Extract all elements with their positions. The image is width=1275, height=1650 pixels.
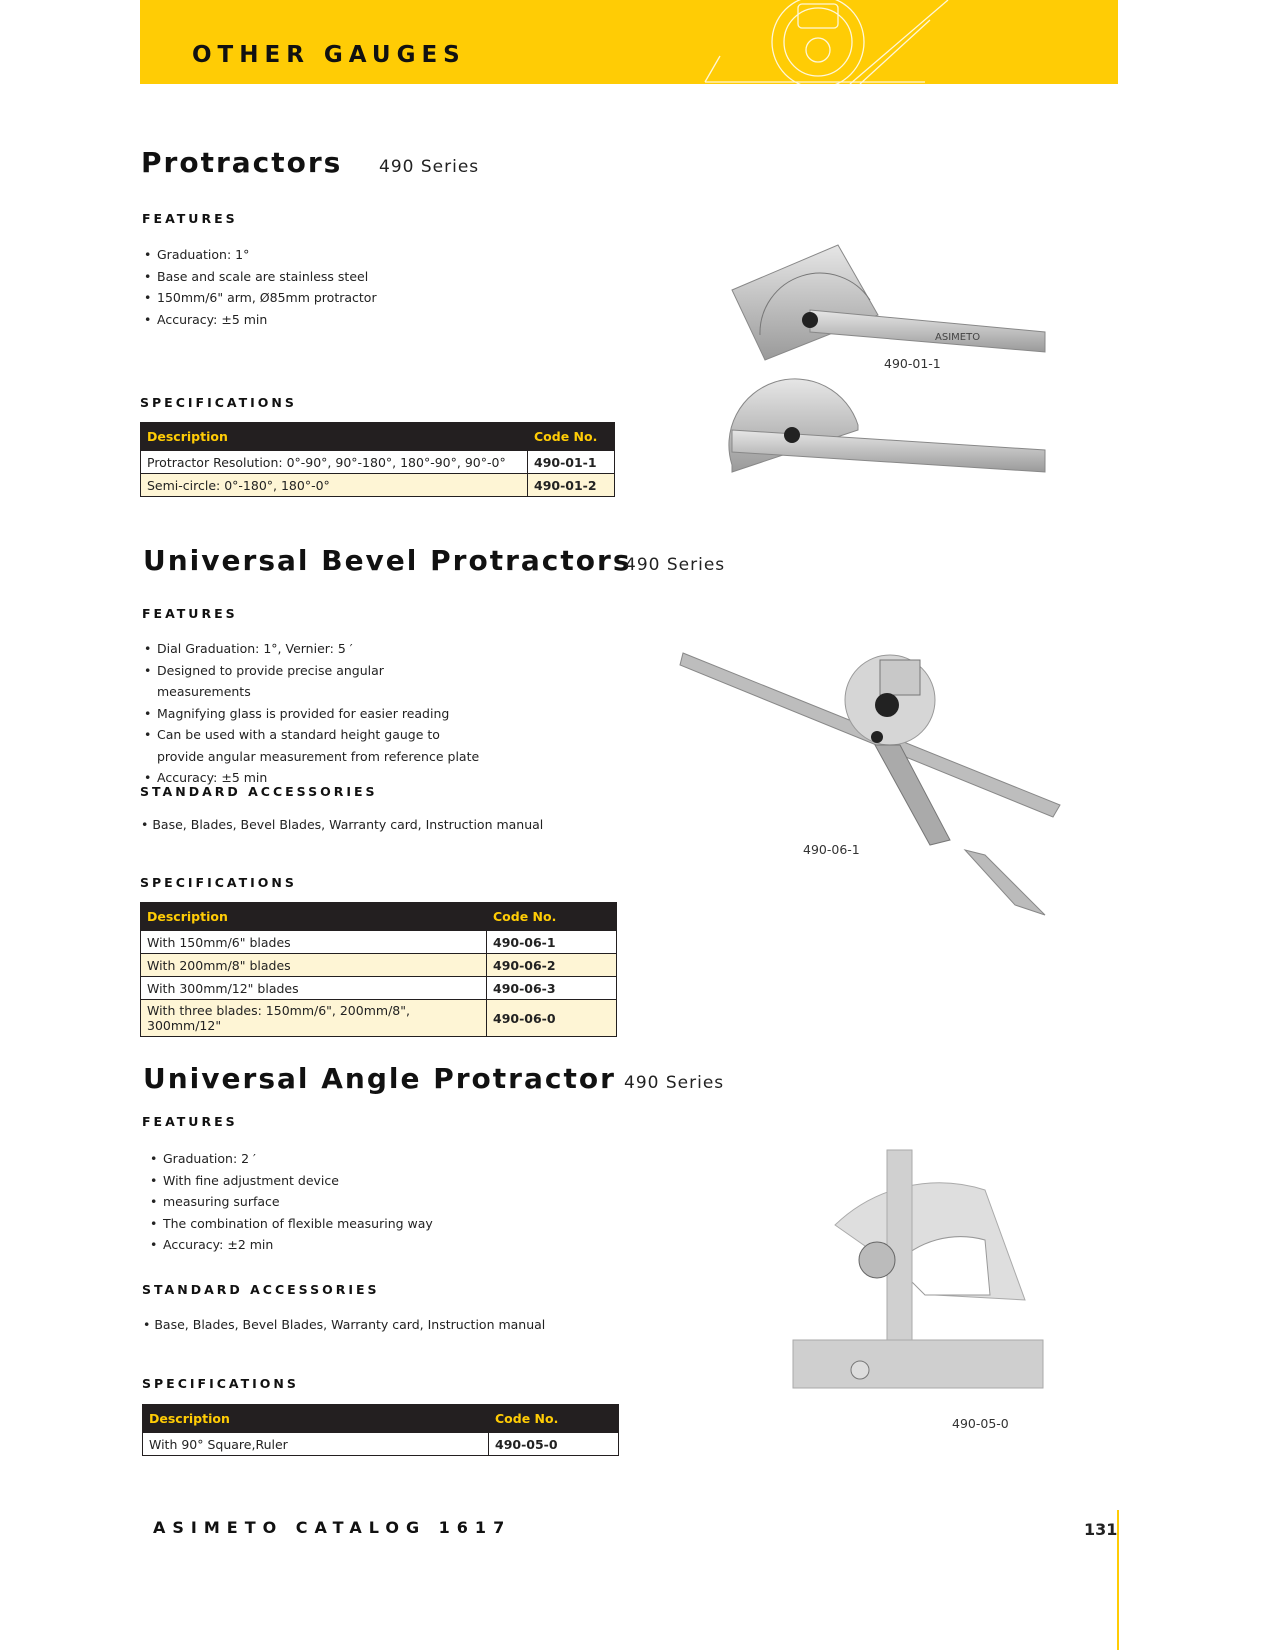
section-series: 490 Series xyxy=(625,555,726,575)
bevel-protractor-product-image xyxy=(675,645,1075,935)
feature-item: • Magnifying glass is provided for easier reading xyxy=(141,703,481,725)
column-header: Code No. xyxy=(489,1405,619,1433)
section-title: Universal Bevel Protractors xyxy=(143,544,632,577)
product-caption: 490-01-1 xyxy=(884,356,941,371)
section-series: 490 Series xyxy=(624,1073,725,1093)
description-cell: Protractor Resolution: 0°-90°, 90°-180°, 180°-90°, 90°-0° xyxy=(141,451,528,474)
code-cell: 490-06-3 xyxy=(487,977,617,1000)
features-list xyxy=(147,1148,547,1256)
angle-protractor-product-image xyxy=(785,1145,1050,1420)
product-caption: 490-05-0 xyxy=(952,1416,1009,1431)
feature-item: • Accuracy: ±2 min xyxy=(147,1234,547,1256)
table-row xyxy=(143,1433,619,1456)
column-header: Description xyxy=(143,1405,489,1433)
description-cell: With 300mm/12" blades xyxy=(141,977,487,1000)
feature-item: • Designed to provide precise angular measurements xyxy=(141,660,481,703)
accessories-text: Base, Blades, Bevel Blades, Warranty card, Instruction manual xyxy=(152,817,544,832)
feature-item: • Can be used with a standard height gauge to provide angular measurement from reference plate xyxy=(141,724,481,767)
feature-item: • 150mm/6" arm, Ø85mm protractor xyxy=(141,287,561,309)
feature-item: • With fine adjustment device xyxy=(147,1170,547,1192)
feature-item: • The combination of flexible measuring way xyxy=(147,1213,547,1235)
code-cell: 490-06-2 xyxy=(487,954,617,977)
table-row xyxy=(141,451,615,474)
description-cell: With 150mm/6" blades xyxy=(141,931,487,954)
accessories-text: Base, Blades, Bevel Blades, Warranty card, Instruction manual xyxy=(154,1317,546,1332)
accessories-heading: STANDARD ACCESSORIES xyxy=(142,1282,380,1297)
features-heading: FEATURES xyxy=(142,1114,238,1129)
feature-item: • Base and scale are stainless steel xyxy=(141,266,561,288)
features-list xyxy=(141,244,561,330)
features-heading: FEATURES xyxy=(142,211,238,226)
header-title: OTHER GAUGES xyxy=(192,42,466,68)
feature-item: • Accuracy: ±5 min xyxy=(141,767,481,789)
table-row xyxy=(141,1000,617,1037)
features-heading: FEATURES xyxy=(142,606,238,621)
product-caption: 490-06-1 xyxy=(803,842,860,857)
description-cell: With three blades: 150mm/6", 200mm/8", 300mm/12" xyxy=(141,1000,487,1037)
brand-mark: ASIMETO xyxy=(935,332,981,343)
accessories-heading: STANDARD ACCESSORIES xyxy=(140,784,378,799)
code-cell: 490-06-0 xyxy=(487,1000,617,1037)
table-row xyxy=(141,977,617,1000)
specifications-table xyxy=(140,422,615,497)
feature-item: • Dial Graduation: 1°, Vernier: 5 ′ xyxy=(141,638,481,660)
column-header: Code No. xyxy=(487,903,617,931)
specifications-table xyxy=(140,902,617,1037)
table-row xyxy=(141,474,615,497)
section-series: 490 Series xyxy=(379,157,480,177)
description-cell: Semi-circle: 0°-180°, 180°-0° xyxy=(141,474,528,497)
feature-item: • Graduation: 1° xyxy=(141,244,561,266)
code-cell: 490-06-1 xyxy=(487,931,617,954)
table-row xyxy=(141,954,617,977)
page-number-divider xyxy=(1117,1510,1119,1650)
column-header: Description xyxy=(141,903,487,931)
table-row xyxy=(141,931,617,954)
footer-catalog: ASIMETO CATALOG 1617 xyxy=(153,1518,512,1537)
description-cell: With 200mm/8" blades xyxy=(141,954,487,977)
specifications-heading: SPECIFICATIONS xyxy=(140,395,297,410)
section-title: Protractors xyxy=(141,146,343,179)
specifications-heading: SPECIFICATIONS xyxy=(142,1376,299,1391)
column-header: Description xyxy=(141,423,528,451)
specifications-table xyxy=(142,1404,619,1456)
column-header: Code No. xyxy=(528,423,615,451)
code-cell: 490-05-0 xyxy=(489,1433,619,1456)
protractor-line-art-icon xyxy=(700,0,960,84)
feature-item: • Accuracy: ±5 min xyxy=(141,309,561,331)
code-cell: 490-01-2 xyxy=(528,474,615,497)
accessories-item: • Base, Blades, Bevel Blades, Warranty card, Instruction manual xyxy=(141,817,544,832)
accessories-item: • Base, Blades, Bevel Blades, Warranty card, Instruction manual xyxy=(143,1317,546,1332)
features-list xyxy=(141,638,481,789)
code-cell: 490-01-1 xyxy=(528,451,615,474)
section-title: Universal Angle Protractor xyxy=(143,1062,616,1095)
feature-item: • Graduation: 2 ′ xyxy=(147,1148,547,1170)
specifications-heading: SPECIFICATIONS xyxy=(140,875,297,890)
description-cell: With 90° Square,Ruler xyxy=(143,1433,489,1456)
page-header xyxy=(140,0,1118,84)
feature-item: • measuring surface xyxy=(147,1191,547,1213)
page-number: 131 xyxy=(1084,1520,1118,1539)
